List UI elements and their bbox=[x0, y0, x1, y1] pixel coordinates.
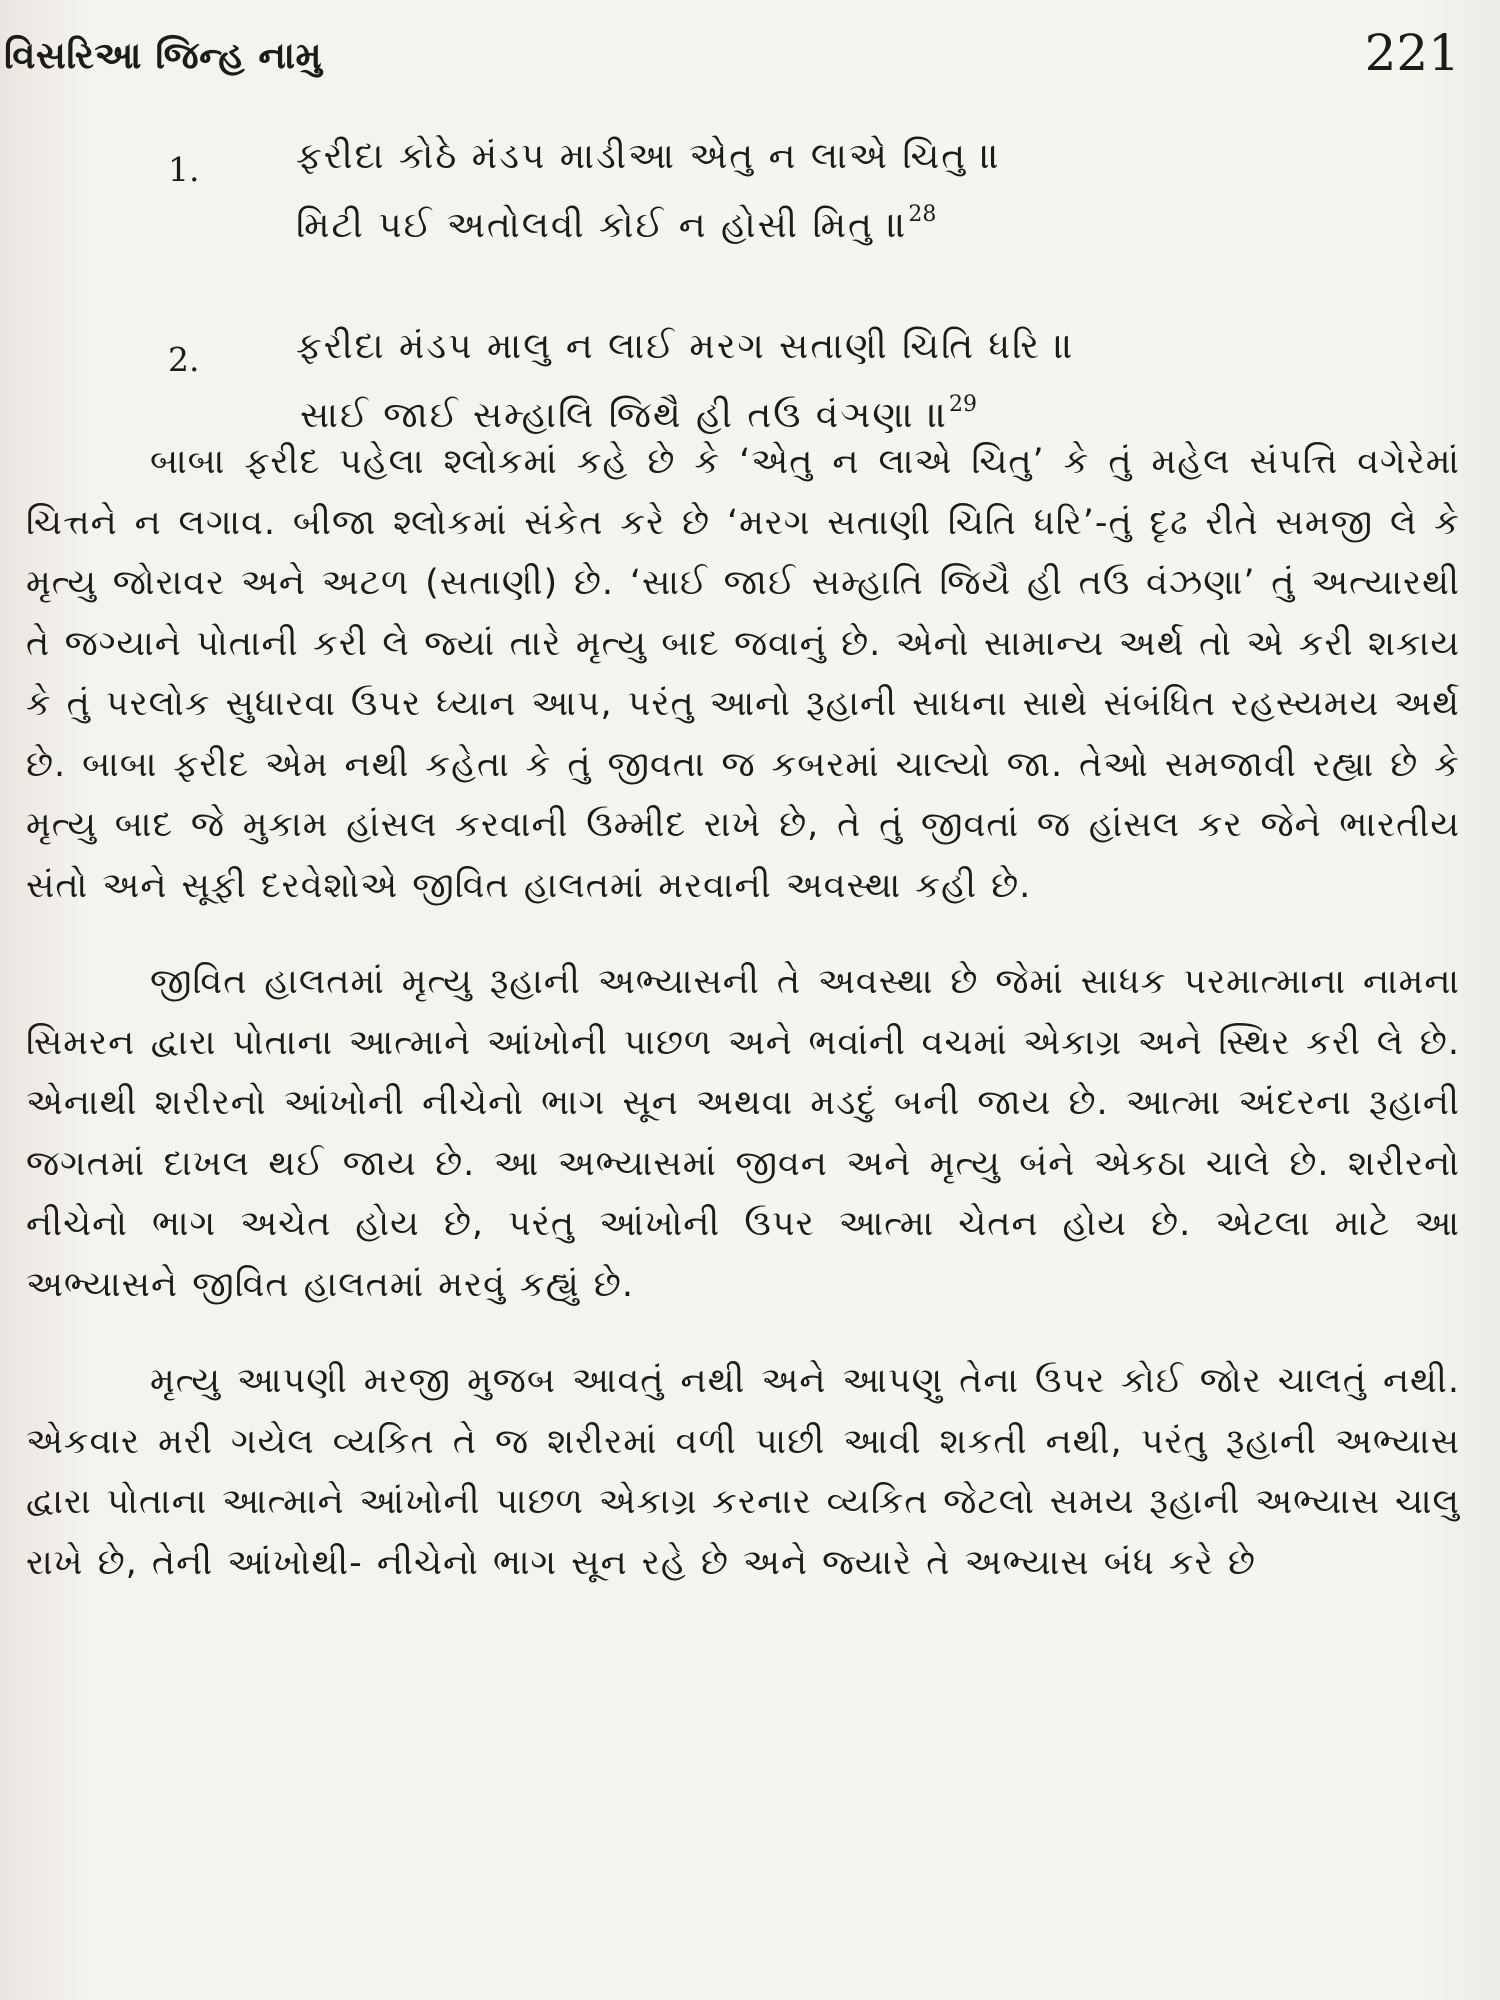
page-header bbox=[0, 18, 1480, 88]
running-title: વિસરિઆ જિન્હ નામુ bbox=[4, 34, 323, 77]
paragraph: જીવિત હાલતમાં મૃત્યુ રૂહાની અભ્યાસની તે અવસ્થા છે જેમાં સાધક પરમાત્માના નામના સિમરન દ્વારા પોતાના આત્માને આંખોની પાછળ અને ભવાંની વચમાં એકાગ્ર અને સ્થિર કરી લે છે. એનાથી શરીરનો આંખોની નીચેનો ભાગ સૂન અથવા મડદું બની જાય છે. આત્મા અંદરના રૂહાની જગતમાં દાખલ થઈ જાય છે. આ અભ્યાસમાં જીવન અને મૃત્યુ બંને એકઠા ચાલે છે. શરીરનો નીચેનો ભાગ અચેત હોય છે, પરંતુ આંખોની ઉપર આત્મા ચેતન હોય છે. એટલા માટે આ અભ્યાસને જીવિત હાલતમાં મરવું કહ્યું છે. bbox=[26, 962, 1460, 1305]
verse-line: ફરીદા મંડપ માલુ ન લાઈ મરગ સતાણી ચિતિ ધરિ ॥ bbox=[296, 326, 1076, 367]
verse-line: ફરીદા કોઠે મંડપ માડીઆ એતુ ન લાએ ચિતુ ॥ bbox=[296, 136, 1002, 177]
verse-1 bbox=[0, 130, 1480, 320]
verse-line-text: સાઈ જાઈ સમ્હાલિ જિથૈ હી તઉ વંઞણા ॥ bbox=[300, 395, 950, 436]
page-number: 221 bbox=[1364, 24, 1460, 82]
footnote-reference: 28 bbox=[908, 202, 937, 227]
body-text bbox=[26, 432, 1460, 1629]
paragraph: બાબા ફરીદ પહેલા શ્લોકમાં કહે છે કે ‘એતુ ન લાએ ચિતુ’ કે તું મહેલ સંપત્તિ વગેરેમાં ચિત્તને ન લગાવ. બીજા શ્લોકમાં સંકેત કરે છે ‘મરગ સતાણી ચિતિ ધરિ’-તું દૃઢ રીતે સમજી લે કે મૃત્યુ જોરાવર અને અટળ (સતાણી) છે. ‘સાઈ જાઈ સમ્હાતિ જિયૈ હી તઉ વંઝણા’ તું અત્યારથી તે જગ્યાને પોતાની કરી લે જ્યાં તારે મૃત્યુ બાદ જવાનું છે. એનો સામાન્ય અર્થ તો એ કરી શકાય કે તું પરલોક સુધારવા ઉપર ધ્યાન આપ, પરંતુ આનો રૂહાની સાધના સાથે સંબંધિત રહસ્યમય અર્થ છે. બાબા ફરીદ એમ નથી કહેતા કે તું જીવતા જ કબરમાં ચાલ્યો જા. તેઓ સમજાવી રહ્યા છે કે મૃત્યુ બાદ જે મુકામ હાંસલ કરવાની ઉમ્મીદ રાખે છે, તે તું જીવતાં જ હાંસલ કર જેને ભારતીય સંતો અને સૂફી દરવેશોએ જીવિત હાલતમાં મરવાની અવસ્થા કહી છે. bbox=[26, 442, 1460, 906]
footnote-reference: 29 bbox=[949, 392, 978, 417]
verse-line bbox=[296, 202, 936, 247]
verse-number: 2. bbox=[168, 340, 200, 379]
verse-line bbox=[300, 392, 977, 437]
verse-line-text: મિટી પઈ અતોલવી કોઈ ન હોસી મિતુ ॥ bbox=[296, 205, 909, 246]
verse-number: 1. bbox=[168, 150, 200, 189]
paragraph: મૃત્યુ આપણી મરજી મુજબ આવતું નથી અને આપણુ તેના ઉપર કોઈ જોર ચાલતું નથી. એકવાર મરી ગયેલ વ્યકિત તે જ શરીરમાં વળી પાછી આવી શકતી નથી, પરંતુ રૂહાની અભ્યાસ દ્વારા પોતાના આત્માને આંખોની પાછળ એકાગ્ર કરનાર વ્યકિત જેટલો સમય રૂહાની અભ્યાસ ચાલુ રાખે છે, તેની આંખોથી- નીચેનો ભાગ સૂન રહે છે અને જ્યારે તે અભ્યાસ બંધ કરે છે bbox=[26, 1361, 1460, 1583]
